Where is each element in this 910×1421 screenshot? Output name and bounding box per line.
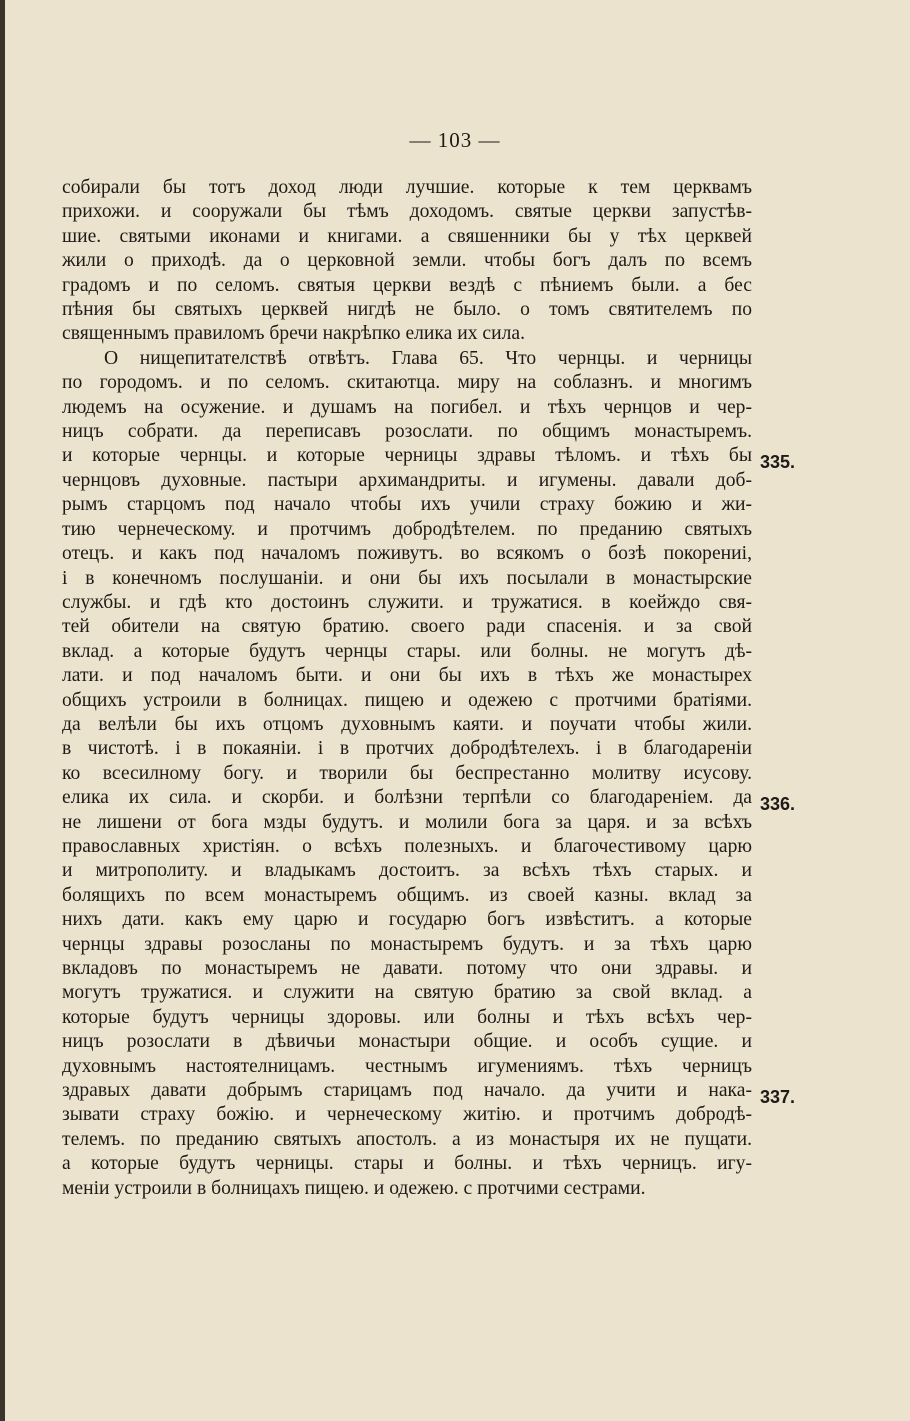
text-line: и митрополиту. и владыкамъ достоитъ. за всѣхъ тѣхъ старых. и — [62, 860, 752, 882]
margin-note-335: 335. — [760, 452, 796, 472]
text-line: людемъ на осужение. и душамъ на погибел. и тѣхъ чернцов и чер- — [62, 396, 752, 418]
text-line: не лишени от бога мзды будутъ. и молили бога за царя. и за всѣхъ — [62, 811, 752, 833]
text-line: О нищепитателствѣ отвѣтъ. Глава 65. Что чернцы. и черницы — [104, 347, 752, 369]
text-line: меніи устроили в болницахъ пищею. и одежею. с протчими сестрами. — [62, 1177, 646, 1199]
text-line: могутъ тружатися. и служити на святую братию за свой вклад. а — [62, 982, 752, 1004]
text-line: а которые будутъ черницы. стары и болны. и тѣхъ черницъ. игу- — [62, 1153, 752, 1175]
text-line: да велѣли бы ихъ отцомъ духовнымъ каяти. и поучати чтобы жили. — [62, 713, 752, 735]
text-line: шие. святыми иконами и книгами. а свяшенники бы у тѣх церквей — [62, 225, 752, 247]
text-line: жили о приходѣ. да о церковной земли. чтобы богъ далъ по всемъ — [62, 250, 752, 272]
text-line: чернцы здравы розосланы по монастыремъ будутъ. и за тѣхъ царю — [62, 933, 752, 955]
text-line: в чистотѣ. і в покаяніи. і в протчих добродѣтелехъ. і в благодареніи — [62, 738, 752, 760]
text-line: нихъ дати. какъ ему царю и государю богъ извѣститъ. а которые — [62, 909, 752, 931]
page-edge — [0, 0, 5, 1421]
page-number: — 103 — — [409, 128, 501, 152]
text-line: собирали бы тотъ доход люди лучшие. которые к тем церквамъ — [62, 177, 752, 198]
text-line: елика их сила. и скорби. и болѣзни терпѣли со благодареніем. да — [62, 787, 752, 809]
text-line: ницъ собрати. да переписавъ розослати. по общимъ монастыремъ. — [62, 421, 752, 443]
text-line: і в конечномъ послушаніи. и они бы ихъ посылали в монастырские — [62, 567, 752, 589]
text-line: лати. и под началомъ быти. и они бы ихъ в тѣхъ же монастырех — [62, 665, 752, 687]
text-line: болящихъ по всем монастыремъ общимъ. из своей казны. вклад за — [62, 884, 752, 906]
text-line: отецъ. и какъ под началомъ поживутъ. во всякомъ о бозѣ покорениі, — [62, 543, 752, 565]
text-line: тей обители на святую братию. своего ради спасенія. и за свой — [62, 616, 752, 638]
margin-note-337: 337. — [760, 1087, 796, 1107]
text-line: тию чернеческому. и протчимъ добродѣтелем. по преданию святыхъ — [62, 518, 752, 540]
margin-note-336: 336. — [760, 794, 796, 814]
text-line: ницъ розослати в дѣвичьи монастыри общие. и особъ сущие. и — [62, 1031, 752, 1053]
text-line: ко всесилному богу. и творили бы беспрестанно молитву исусову. — [62, 762, 752, 784]
text-line: пѣния бы святыхъ церквей нигдѣ не было. о томъ святителемъ по — [62, 299, 752, 321]
text-line: по городомъ. и по селомъ. скитаютца. миру на соблазнъ. и многимъ — [62, 372, 752, 394]
text-line: здравых давати добрымъ старицамъ под начало. да учити и нака- — [62, 1080, 752, 1102]
text-line: православных христіян. о всѣхъ полезныхъ. и благочестивому царю — [62, 835, 752, 857]
text-line: общихъ устроили в болницах. пищею и одежею с протчими братіями. — [62, 689, 752, 711]
text-line: которые будутъ черницы здоровы. или болны и тѣхъ всѣхъ чер- — [62, 1006, 752, 1028]
text-line: и которые чернцы. и которые черницы здравы тѣломъ. и тѣхъ бы — [62, 445, 752, 467]
text-line: духовнымъ настоятелницамъ. честнымъ игумениямъ. тѣхъ черницъ — [62, 1055, 752, 1077]
text-line: прихожи. и сооружали бы тѣмъ доходомъ. святые церкви запустѣв- — [62, 201, 752, 223]
text-line: зывати страху божію. и чернеческому житію. и протчимъ добродѣ- — [62, 1104, 752, 1126]
text-line: рымъ старцомъ под начало чтобы ихъ учили страху божию и жи- — [62, 494, 752, 516]
text-line: вклад. а которые будутъ чернцы стары. или болны. не могутъ дѣ- — [62, 640, 752, 662]
text-line: градомъ и по селомъ. святыя церкви вездѣ с пѣниемъ были. а бес — [62, 274, 752, 296]
text-line: чернцовъ духовные. пастыри архимандриты. и игумены. давали доб- — [62, 469, 752, 491]
text-line: службы. и гдѣ кто достоинъ служити. и тружатися. в коейждо свя- — [62, 591, 752, 613]
body-text — [62, 176, 752, 1201]
text-line: священнымъ правиломъ бречи накрѣпко елика их сила. — [62, 323, 525, 345]
text-line: телемъ. по преданию святыхъ апостолъ. а из монастыря их не пущати. — [62, 1128, 752, 1150]
text-line: вкладовъ по монастыремъ не давати. потому что они здравы. и — [62, 958, 752, 979]
